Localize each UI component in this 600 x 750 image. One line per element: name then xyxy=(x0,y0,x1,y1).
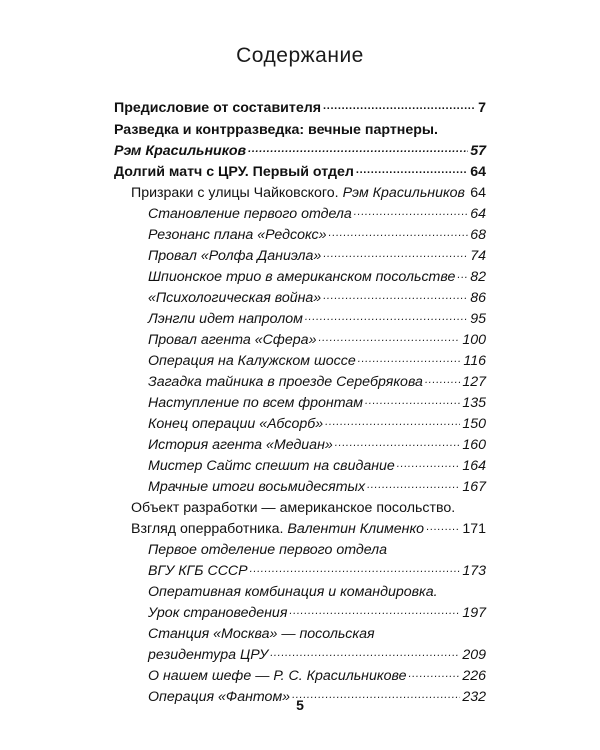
toc-page-number: 171 xyxy=(462,521,486,537)
toc-page-number: 150 xyxy=(462,416,486,432)
toc-entry-title: История агента «Медиан» xyxy=(148,437,333,453)
toc-leader xyxy=(397,453,461,474)
toc-page-number: 64 xyxy=(470,185,486,201)
toc-leader xyxy=(356,159,468,180)
toc-entry[interactable] xyxy=(148,624,486,644)
toc-page-number: 100 xyxy=(462,332,486,348)
toc-entry-title: Урок страноведения xyxy=(148,605,288,621)
toc-page-number: 127 xyxy=(462,374,486,390)
toc-entry-title: О нашем шефе — Р. С. Красильникове xyxy=(148,668,407,684)
toc-entry-title: Станция «Москва» — посольская xyxy=(148,626,375,642)
toc-page-number: 167 xyxy=(462,479,486,495)
toc-page-number: 64 xyxy=(470,164,486,180)
page-number: 5 xyxy=(296,697,304,713)
toc-entry[interactable] xyxy=(148,372,486,392)
toc-entry[interactable] xyxy=(148,456,486,476)
toc-entry-title xyxy=(131,183,465,203)
toc-entry[interactable] xyxy=(114,98,486,118)
toc-leader xyxy=(325,411,460,432)
toc-entry-title: Мрачные итоги восьмидесятых xyxy=(148,479,366,495)
toc-entry-title: резидентура ЦРУ xyxy=(148,647,269,663)
toc-entry-title: Операция на Калужском шоссе xyxy=(148,353,356,369)
toc-entry[interactable] xyxy=(114,120,486,140)
toc-entry-title: Провал агента «Сфера» xyxy=(148,332,317,348)
toc-entry[interactable] xyxy=(148,204,486,224)
toc-entry-title: Операция «Фантом» xyxy=(148,689,291,705)
toc-entry[interactable] xyxy=(148,225,486,245)
toc-entry[interactable] xyxy=(148,267,486,287)
toc-entry[interactable] xyxy=(114,162,486,182)
toc-entry-title: Конец операции «Абсорб» xyxy=(148,416,324,432)
toc-leader xyxy=(335,432,461,453)
toc-leader xyxy=(354,201,468,222)
toc-page-number: 86 xyxy=(470,290,486,306)
toc-entry-title: Провал «Ролфа Даниэла» xyxy=(148,248,322,264)
toc-leader xyxy=(425,369,460,390)
toc-page-number: 116 xyxy=(463,353,486,369)
toc-page-number: 64 xyxy=(470,206,486,222)
toc-entry[interactable] xyxy=(131,519,486,539)
toc-entry[interactable] xyxy=(114,141,486,161)
toc-leader xyxy=(467,180,468,201)
toc-leader xyxy=(250,558,461,579)
toc-leader xyxy=(289,600,460,621)
toc-leader xyxy=(248,138,468,159)
toc-entry-title: Становление первого отдела xyxy=(148,206,352,222)
toc-entry[interactable] xyxy=(148,309,486,329)
toc-leader xyxy=(426,516,460,537)
toc-page-number: 209 xyxy=(462,647,486,663)
toc-page-number: 173 xyxy=(462,563,486,579)
toc-entry-author: Валентин Клименко xyxy=(287,521,425,537)
toc-entry-title: Оперативная комбинация и командировка. xyxy=(148,584,438,600)
toc-entry[interactable] xyxy=(131,498,486,518)
toc-entry-author: Рэм Красильников xyxy=(114,143,247,159)
toc-entry-title xyxy=(131,519,424,539)
toc-entry-title: Объект разработки — американское посольство. xyxy=(131,500,456,516)
toc-entry[interactable] xyxy=(148,351,486,371)
toc-leader xyxy=(270,642,460,663)
toc-leader xyxy=(323,243,468,264)
toc-leader xyxy=(365,390,460,411)
toc-leader xyxy=(358,348,462,369)
toc-page-number: 164 xyxy=(462,458,486,474)
toc-page-number: 226 xyxy=(462,668,486,684)
toc-page-number: 160 xyxy=(462,437,486,453)
toc-page-number: 57 xyxy=(470,143,486,159)
toc-leader xyxy=(323,285,468,306)
toc-entry-title: Наступление по всем фронтам xyxy=(148,395,364,411)
toc-leader xyxy=(367,474,460,495)
toc-page-number: 135 xyxy=(462,395,486,411)
toc-entry-title: Мистер Сайтс спешит на свидание xyxy=(148,458,395,474)
toc-entry-author: Рэм Красильников xyxy=(342,185,465,201)
toc-entry-title: Первое отделение первого отдела xyxy=(148,542,388,558)
toc-entry[interactable] xyxy=(148,330,486,350)
toc-leader xyxy=(305,306,468,327)
toc-leader xyxy=(318,327,460,348)
toc-page-number: 197 xyxy=(462,605,486,621)
toc-page-number: 82 xyxy=(470,269,486,285)
toc-entry[interactable] xyxy=(148,561,486,581)
toc-entry-title-text: Призраки с улицы Чайковского. xyxy=(131,185,339,201)
toc-entry[interactable] xyxy=(148,414,486,434)
toc-entry[interactable] xyxy=(148,246,486,266)
toc-entry[interactable] xyxy=(148,603,486,623)
toc-leader xyxy=(323,95,476,116)
toc-page-number: 68 xyxy=(470,227,486,243)
toc-page-number: 95 xyxy=(470,311,486,327)
toc-page-number: 232 xyxy=(462,689,486,705)
toc-entry-title: Долгий матч с ЦРУ. Первый отдел xyxy=(114,164,354,180)
toc-entry[interactable] xyxy=(148,393,486,413)
toc-leader xyxy=(408,663,460,684)
toc-page-number: 7 xyxy=(478,100,486,116)
page-title: Содержание xyxy=(236,44,364,67)
toc-leader xyxy=(329,222,469,243)
toc-entry[interactable] xyxy=(148,645,486,665)
toc-entry-title: Предисловие от составителя xyxy=(114,100,322,116)
toc-entry-title: Лэнгли идет напролом xyxy=(148,311,303,327)
toc-entry-title: Разведка и контрразведка: вечные партнеры. xyxy=(114,122,438,138)
toc-page-number: 74 xyxy=(470,248,486,264)
toc-entry-title: ВГУ КГБ СССР xyxy=(148,563,248,579)
toc-entry[interactable] xyxy=(148,477,486,497)
toc-entry[interactable] xyxy=(148,582,486,602)
toc-entry[interactable] xyxy=(148,666,486,686)
toc-leader xyxy=(457,264,468,285)
toc-entry[interactable] xyxy=(148,435,486,455)
toc-entry[interactable] xyxy=(148,288,486,308)
toc-entry-title: Шпионское трио в американском посольстве xyxy=(148,269,456,285)
toc-entry-title: «Психологическая война» xyxy=(148,290,322,306)
toc-entry-title: Загадка тайника в проезде Серебрякова xyxy=(148,374,423,390)
toc-entry[interactable] xyxy=(148,540,486,560)
toc-entry[interactable] xyxy=(131,183,486,203)
toc-entry-title-text: Взгляд оперработника. xyxy=(131,521,284,537)
toc-entry-title: Резонанс плана «Редсокс» xyxy=(148,227,327,243)
